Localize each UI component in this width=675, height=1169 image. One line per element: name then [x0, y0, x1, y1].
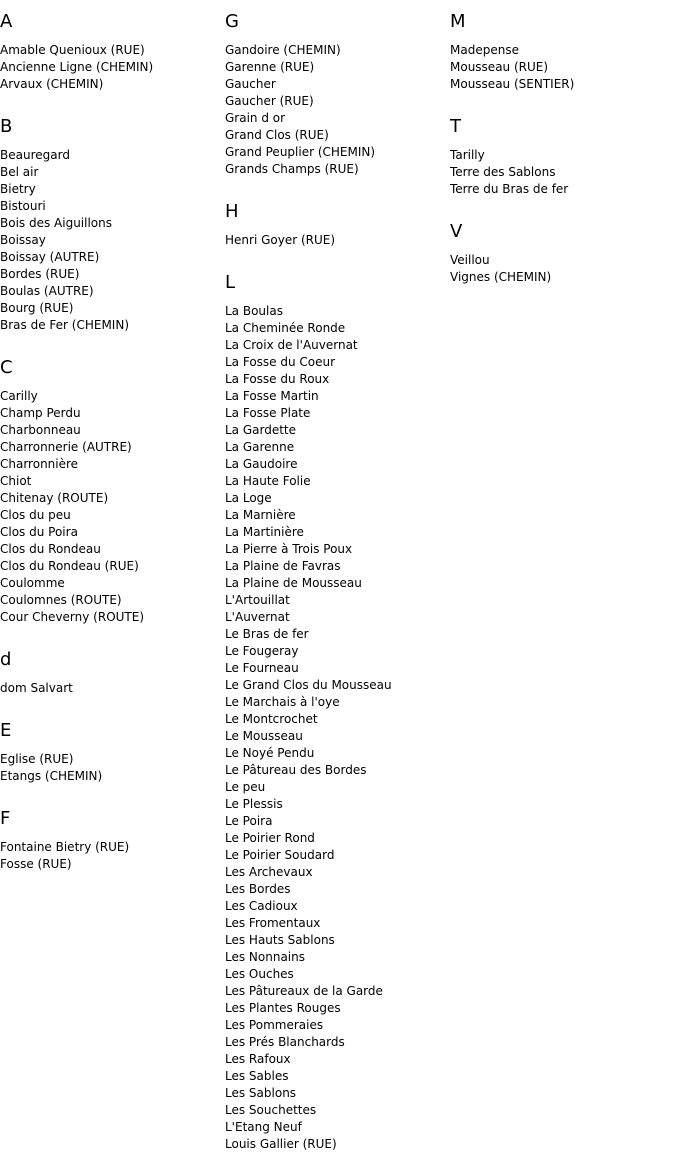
- street-link[interactable]: Garenne (RUE): [225, 60, 315, 74]
- street-link[interactable]: Gaucher: [225, 77, 276, 91]
- street-link[interactable]: La Pierre à Trois Poux: [225, 542, 353, 556]
- letter-heading: V: [450, 221, 463, 242]
- street-list: [450, 252, 675, 286]
- street-list: [225, 42, 450, 178]
- street-link[interactable]: La Fosse Martin: [225, 389, 319, 403]
- letter-heading: H: [225, 201, 239, 222]
- street-link[interactable]: L'Auvernat: [225, 610, 290, 624]
- group-spacer: [0, 626, 225, 638]
- street-link[interactable]: Coulomnes (ROUTE): [0, 593, 122, 607]
- street-link[interactable]: Gandoire (CHEMIN): [225, 43, 341, 57]
- street-link[interactable]: Grands Champs (RUE): [225, 162, 359, 176]
- letter-heading: L: [225, 272, 236, 293]
- letter-heading: A: [0, 11, 13, 32]
- street-link[interactable]: Chiot: [0, 474, 32, 488]
- street-link[interactable]: Les Fromentaux: [225, 916, 321, 930]
- street-link[interactable]: Madepense: [450, 43, 519, 57]
- street-link[interactable]: Les Nonnains: [225, 950, 305, 964]
- street-link[interactable]: Clos du Poira: [0, 525, 78, 539]
- street-link[interactable]: Clos du Rondeau: [0, 542, 101, 556]
- street-link[interactable]: Les Cadioux: [225, 899, 298, 913]
- street-link[interactable]: Le Plessis: [225, 797, 283, 811]
- street-link[interactable]: Les Prés Blanchards: [225, 1035, 345, 1049]
- street-link[interactable]: Coulomme: [0, 576, 65, 590]
- street-link[interactable]: Carilly: [0, 389, 38, 403]
- street-list: [0, 680, 225, 697]
- street-link[interactable]: Le Poirier Rond: [225, 831, 315, 845]
- street-link[interactable]: La Gaudoire: [225, 457, 298, 471]
- street-link[interactable]: Le Poira: [225, 814, 273, 828]
- street-list: [0, 388, 225, 626]
- street-link[interactable]: Le Mousseau: [225, 729, 303, 743]
- street-link[interactable]: Charronnerie (AUTRE): [0, 440, 132, 454]
- letter-heading: E: [0, 720, 12, 741]
- street-link[interactable]: Boulas (AUTRE): [0, 284, 94, 298]
- street-link[interactable]: Henri Goyer (RUE): [225, 233, 336, 247]
- street-link[interactable]: La Fosse Plate: [225, 406, 311, 420]
- group-spacer: [0, 93, 225, 105]
- street-link[interactable]: Le Montcrochet: [225, 712, 318, 726]
- street-link[interactable]: Les Sablons: [225, 1086, 297, 1100]
- street-link[interactable]: Bourg (RUE): [0, 301, 74, 315]
- index-column-1: [0, 0, 225, 885]
- street-link[interactable]: Ancienne Ligne (CHEMIN): [0, 60, 154, 74]
- street-link[interactable]: Charbonneau: [0, 423, 81, 437]
- street-link[interactable]: La Croix de l'Auvernat: [225, 338, 358, 352]
- street-link[interactable]: Fosse (RUE): [0, 857, 72, 871]
- street-list: [0, 839, 225, 873]
- street-link[interactable]: Les Bordes: [225, 882, 291, 896]
- street-link[interactable]: Les Sables: [225, 1069, 289, 1083]
- street-link[interactable]: La Fosse du Coeur: [225, 355, 336, 369]
- letter-heading: d: [0, 649, 12, 670]
- letter-group: [450, 117, 675, 210]
- group-spacer: [0, 697, 225, 709]
- street-link[interactable]: Le Pâtureau des Bordes: [225, 763, 367, 777]
- street-link[interactable]: La Garenne: [225, 440, 295, 454]
- street-link[interactable]: Grand Peuplier (CHEMIN): [225, 145, 376, 159]
- street-link[interactable]: Le Fourneau: [225, 661, 299, 675]
- street-link[interactable]: Grand Clos (RUE): [225, 128, 329, 142]
- group-spacer: [450, 286, 675, 298]
- street-link[interactable]: Bois des Aiguillons: [0, 216, 113, 230]
- street-link[interactable]: Beauregard: [0, 148, 70, 162]
- letter-heading: T: [450, 116, 461, 137]
- group-spacer: [225, 178, 450, 190]
- index-column-3: [450, 0, 675, 298]
- street-link[interactable]: Fontaine Bietry (RUE): [0, 840, 130, 854]
- street-link[interactable]: Tarilly: [450, 148, 485, 162]
- group-spacer: [225, 1153, 450, 1165]
- street-link[interactable]: Amable Quenioux (RUE): [0, 43, 145, 57]
- street-link[interactable]: La Marnière: [225, 508, 296, 522]
- street-link[interactable]: Le Noyé Pendu: [225, 746, 315, 760]
- street-link[interactable]: Le Bras de fer: [225, 627, 309, 641]
- street-list: [0, 751, 225, 785]
- street-link[interactable]: Arvaux (CHEMIN): [0, 77, 104, 91]
- letter-group: [450, 222, 675, 298]
- street-list: [225, 303, 450, 1153]
- street-link[interactable]: Terre du Bras de fer: [450, 182, 569, 196]
- street-link[interactable]: Etangs (CHEMIN): [0, 769, 103, 783]
- group-spacer: [0, 873, 225, 885]
- letter-group: [0, 117, 225, 346]
- street-link[interactable]: Charronnière: [0, 457, 79, 471]
- group-spacer: [450, 198, 675, 210]
- group-spacer: [0, 334, 225, 346]
- street-link[interactable]: Les Pommeraies: [225, 1018, 324, 1032]
- letter-group: [225, 273, 450, 1165]
- letter-group: [450, 12, 675, 105]
- street-link[interactable]: Clos du peu: [0, 508, 71, 522]
- street-link[interactable]: Bistouri: [0, 199, 46, 213]
- street-link[interactable]: La Plaine de Favras: [225, 559, 341, 573]
- street-list: [450, 147, 675, 198]
- street-link[interactable]: Gaucher (RUE): [225, 94, 314, 108]
- street-link[interactable]: Le Fougeray: [225, 644, 299, 658]
- street-link[interactable]: Les Pâtureaux de la Garde: [225, 984, 383, 998]
- street-link[interactable]: Boissay: [0, 233, 46, 247]
- street-link[interactable]: Bras de Fer (CHEMIN): [0, 318, 129, 332]
- street-link[interactable]: Champ Perdu: [0, 406, 81, 420]
- street-link[interactable]: La Fosse du Roux: [225, 372, 330, 386]
- letter-heading: F: [0, 808, 11, 829]
- street-link[interactable]: Les Souchettes: [225, 1103, 317, 1117]
- street-link[interactable]: Vignes (CHEMIN): [450, 270, 552, 284]
- street-list: [0, 42, 225, 93]
- street-link[interactable]: Boissay (AUTRE): [0, 250, 100, 264]
- street-link[interactable]: Le Poirier Soudard: [225, 848, 335, 862]
- street-link[interactable]: La Loge: [225, 491, 272, 505]
- index-column-2: [225, 0, 450, 1165]
- street-link[interactable]: Cour Cheverny (ROUTE): [0, 610, 145, 624]
- street-link[interactable]: Bordes (RUE): [0, 267, 80, 281]
- street-list: [0, 147, 225, 334]
- street-list: [450, 42, 675, 93]
- street-link[interactable]: Louis Gallier (RUE): [225, 1137, 337, 1151]
- street-link[interactable]: L'Etang Neuf: [225, 1120, 302, 1134]
- street-link[interactable]: Le peu: [225, 780, 266, 794]
- street-link[interactable]: Les Plantes Rouges: [225, 1001, 341, 1015]
- street-link[interactable]: Les Archevaux: [225, 865, 313, 879]
- street-list: [225, 232, 450, 249]
- street-link[interactable]: Veillou: [450, 253, 490, 267]
- street-link[interactable]: Les Ouches: [225, 967, 294, 981]
- group-spacer: [0, 785, 225, 797]
- letter-group: [0, 358, 225, 638]
- street-link[interactable]: Le Grand Clos du Mousseau: [225, 678, 392, 692]
- street-link[interactable]: Les Hauts Sablons: [225, 933, 335, 947]
- street-link[interactable]: La Plaine de Mousseau: [225, 576, 362, 590]
- street-link[interactable]: Terre des Sablons: [450, 165, 556, 179]
- street-link[interactable]: Mousseau (SENTIER): [450, 77, 575, 91]
- street-link[interactable]: Chitenay (ROUTE): [0, 491, 109, 505]
- street-link[interactable]: Le Marchais à l'oye: [225, 695, 340, 709]
- street-link[interactable]: Bel air: [0, 165, 39, 179]
- street-link[interactable]: La Gardette: [225, 423, 297, 437]
- street-link[interactable]: La Cheminée Ronde: [225, 321, 346, 335]
- letter-group: [225, 202, 450, 261]
- street-link[interactable]: Mousseau (RUE): [450, 60, 549, 74]
- letter-heading: G: [225, 11, 239, 32]
- street-link[interactable]: Clos du Rondeau (RUE): [0, 559, 139, 573]
- street-link[interactable]: Bietry: [0, 182, 36, 196]
- street-link[interactable]: dom Salvart: [0, 681, 73, 695]
- street-link[interactable]: La Haute Folie: [225, 474, 311, 488]
- street-link[interactable]: La Martinière: [225, 525, 304, 539]
- letter-heading: C: [0, 357, 13, 378]
- letter-group: [0, 721, 225, 797]
- street-link[interactable]: Eglise (RUE): [0, 752, 74, 766]
- group-spacer: [450, 93, 675, 105]
- letter-heading: B: [0, 116, 13, 137]
- street-link[interactable]: Grain d or: [225, 111, 286, 125]
- letter-group: [0, 809, 225, 885]
- group-spacer: [225, 249, 450, 261]
- letter-group: [0, 650, 225, 709]
- letter-group: [225, 12, 450, 190]
- letter-heading: M: [450, 11, 466, 32]
- street-link[interactable]: Les Rafoux: [225, 1052, 291, 1066]
- street-link[interactable]: L'Artouillat: [225, 593, 290, 607]
- street-link[interactable]: La Boulas: [225, 304, 283, 318]
- letter-group: [0, 12, 225, 105]
